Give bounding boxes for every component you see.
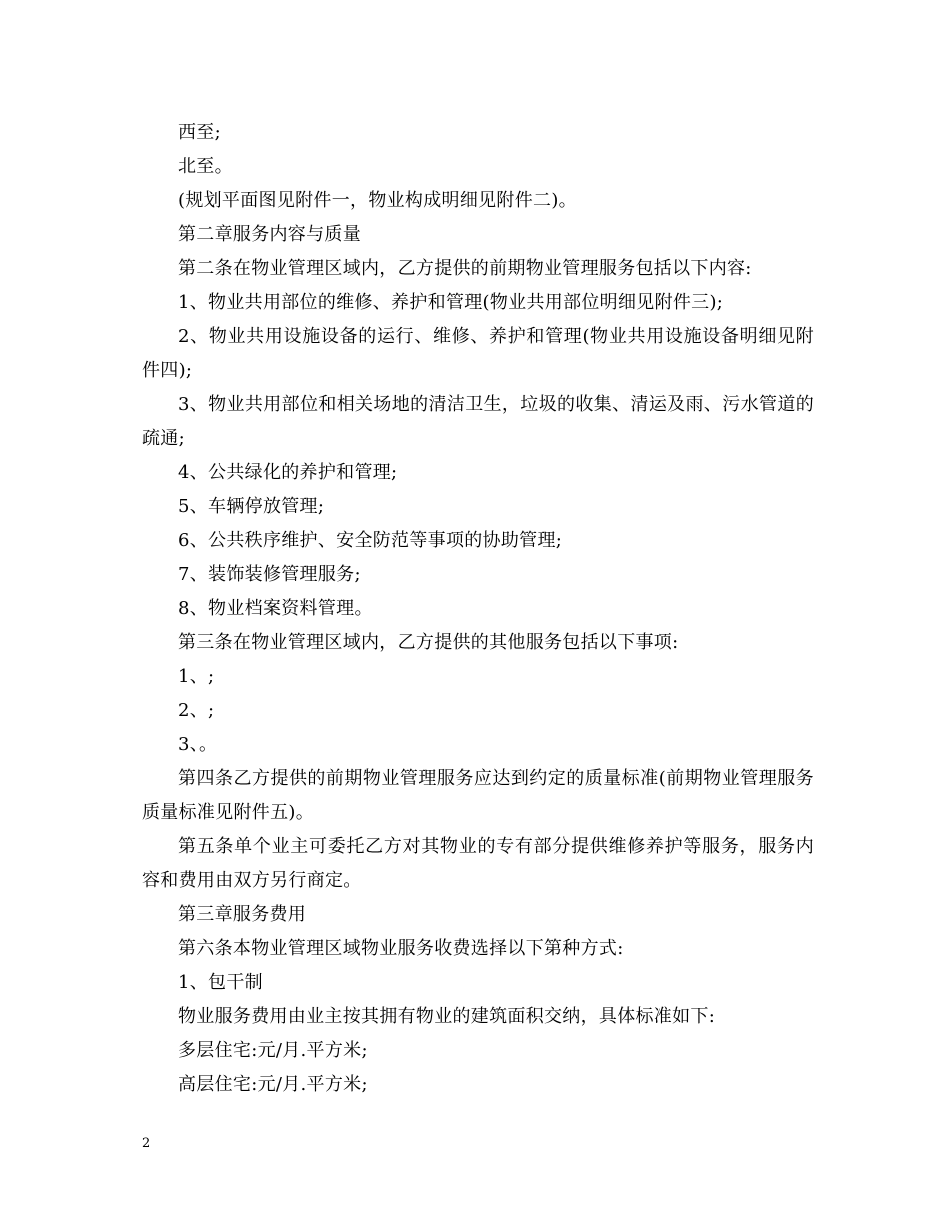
- article-paragraph: 第二条在物业管理区域内，乙方提供的前期物业管理服务包括以下内容:: [178, 258, 752, 279]
- paragraph: (规划平面图见附件一，物业构成明细见附件二)。: [178, 190, 577, 211]
- article-paragraph: 第四条乙方提供的前期物业管理服务应达到约定的质量标准(前期物业管理服务质量标准见附件五)。: [142, 768, 814, 823]
- chapter-heading: 第三章服务费用: [178, 904, 307, 925]
- list-item: 6、公共秩序维护、安全防范等事项的协助管理;: [178, 530, 563, 551]
- document-body: [142, 116, 814, 1102]
- list-item: 1、;: [178, 666, 215, 687]
- list-item: 5、车辆停放管理;: [178, 496, 325, 517]
- paragraph: 北至。: [178, 156, 233, 177]
- article-paragraph: 第五条单个业主可委托乙方对其物业的专有部分提供维修养护等服务，服务内容和费用由双方另行商定。: [142, 836, 814, 891]
- paragraph: 高层住宅:元/月.平方米;: [178, 1074, 368, 1095]
- list-item: 1、物业共用部位的维修、养护和管理(物业共用部位明细见附件三);: [178, 292, 724, 313]
- page-number: 2: [142, 1136, 151, 1151]
- paragraph: 物业服务费用由业主按其拥有物业的建筑面积交纳，具体标准如下:: [178, 1006, 716, 1027]
- chapter-heading: 第二章服务内容与质量: [178, 224, 361, 245]
- list-item: 3、。: [178, 734, 218, 755]
- paragraph: 西至;: [178, 122, 221, 143]
- list-item: 2、物业共用设施设备的运行、维修、养护和管理(物业共用设施设备明细见附件四);: [142, 326, 814, 381]
- list-item: 8、物业档案资料管理。: [178, 598, 373, 619]
- paragraph: 多层住宅:元/月.平方米;: [178, 1040, 368, 1061]
- list-item: 2、;: [178, 700, 215, 721]
- article-paragraph: 第三条在物业管理区域内，乙方提供的其他服务包括以下事项:: [178, 632, 679, 653]
- list-item: 1、包干制: [178, 972, 263, 993]
- article-paragraph: 第六条本物业管理区域物业服务收费选择以下第种方式:: [178, 938, 624, 959]
- list-item: 7、装饰装修管理服务;: [178, 564, 361, 585]
- list-item: 4、公共绿化的养护和管理;: [178, 462, 398, 483]
- list-item: 3、物业共用部位和相关场地的清洁卫生，垃圾的收集、清运及雨、污水管道的疏通;: [142, 394, 814, 449]
